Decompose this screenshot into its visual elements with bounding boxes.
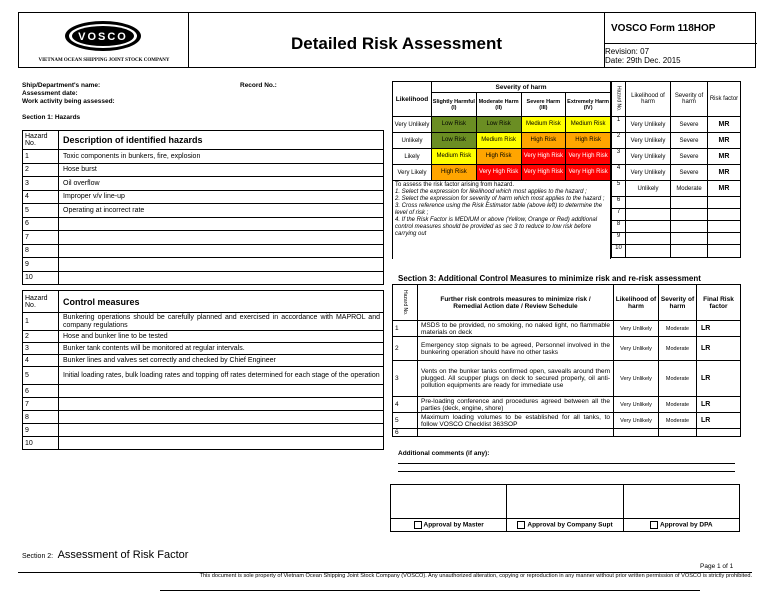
assessment-date-label: Assessment date: bbox=[22, 90, 78, 97]
ship-name-label: Ship/Department's name: bbox=[22, 82, 101, 89]
hazards-table bbox=[22, 130, 384, 285]
s3-likelihood[interactable]: Very Unlikely bbox=[614, 337, 659, 361]
controls-table bbox=[22, 290, 384, 450]
risk-cell: Low Risk bbox=[432, 133, 477, 149]
logo-area bbox=[19, 13, 189, 67]
s3-no: 2 bbox=[393, 337, 418, 361]
table-row bbox=[23, 398, 384, 411]
assess-risk[interactable]: MR bbox=[708, 133, 741, 149]
approval-table bbox=[390, 484, 740, 532]
assess-risk[interactable]: MR bbox=[708, 117, 741, 133]
section3-table bbox=[392, 284, 741, 437]
risk-matrix bbox=[392, 81, 611, 259]
table-row bbox=[612, 149, 741, 165]
assess-likelihood[interactable] bbox=[626, 221, 671, 233]
revision-date: Date: 29th Dec. 2015 bbox=[605, 56, 681, 65]
s3-measures-header: Further risk controls measures to minimize risk / Remedial Action date / Review Schedule bbox=[418, 285, 614, 321]
comment-line-2[interactable] bbox=[398, 471, 735, 472]
s3-severity-header: Severity of harm bbox=[659, 285, 697, 321]
assess-severity-header: Severity of harm bbox=[671, 82, 708, 117]
hazard-no: 1 bbox=[23, 150, 59, 164]
hazard-desc[interactable] bbox=[59, 244, 384, 258]
section2-title: Assessment of Risk Factor bbox=[57, 549, 189, 561]
s3-severity[interactable]: Moderate bbox=[659, 397, 697, 413]
assess-severity[interactable] bbox=[671, 221, 708, 233]
assess-severity[interactable] bbox=[671, 245, 708, 258]
severity-name: Moderate Harm bbox=[478, 98, 519, 105]
risk-cell: High Risk bbox=[566, 133, 611, 149]
assess-risk[interactable]: MR bbox=[708, 181, 741, 197]
assess-risk[interactable] bbox=[708, 197, 741, 209]
risk-cell: Medium Risk bbox=[432, 149, 477, 165]
control-no: 8 bbox=[23, 411, 59, 424]
hazard-desc[interactable] bbox=[59, 258, 384, 272]
likelihood-header: Likelihood bbox=[393, 82, 432, 117]
control-no: 7 bbox=[23, 398, 59, 411]
control-desc[interactable] bbox=[59, 398, 384, 411]
table-row bbox=[612, 181, 741, 197]
approval-label: Approval by DPA bbox=[660, 521, 713, 529]
severity-name: Slightly Harmful bbox=[432, 98, 475, 105]
s3-no: 5 bbox=[393, 413, 418, 429]
hazard-desc[interactable]: Hose burst bbox=[59, 163, 384, 177]
table-row bbox=[23, 313, 384, 331]
severity-name: Severe Harm bbox=[526, 98, 561, 105]
hazard-desc[interactable]: Oil overflow bbox=[59, 177, 384, 191]
assess-risk[interactable] bbox=[708, 233, 741, 245]
control-no: 1 bbox=[23, 313, 59, 331]
approval-cell bbox=[391, 519, 507, 532]
control-desc[interactable] bbox=[59, 424, 384, 437]
table-row bbox=[612, 209, 741, 221]
assess-likelihood[interactable] bbox=[626, 197, 671, 209]
assess-no: 6 bbox=[612, 197, 626, 209]
severity-name: Extremely Harm bbox=[567, 98, 610, 105]
hazard-desc[interactable]: Improper v/v line-up bbox=[59, 190, 384, 204]
s3-likelihood[interactable]: Very Unlikely bbox=[614, 397, 659, 413]
control-desc[interactable]: Bunker lines and valves set correctly and checked by Chief Engineer bbox=[59, 355, 384, 367]
assess-no: 2 bbox=[612, 133, 626, 149]
control-no: 3 bbox=[23, 343, 59, 355]
severity-col-header bbox=[521, 93, 566, 117]
table-row bbox=[612, 133, 741, 149]
s3-likelihood[interactable]: Very Unlikely bbox=[614, 321, 659, 337]
assess-risk[interactable] bbox=[708, 245, 741, 258]
assess-no: 8 bbox=[612, 221, 626, 233]
section3-title: Section 3: Additional Control Measures to minimize risk and re-risk assessment bbox=[398, 274, 701, 283]
severity-col-header bbox=[432, 93, 477, 117]
s3-risk[interactable]: LR bbox=[697, 413, 741, 429]
risk-cell: Medium Risk bbox=[476, 133, 521, 149]
instruction-line: To assess the risk factor arising from hazard. bbox=[395, 182, 515, 188]
table-row bbox=[393, 429, 741, 437]
hazard-desc[interactable] bbox=[59, 217, 384, 231]
matrix-row bbox=[393, 117, 611, 133]
assess-no: 5 bbox=[612, 181, 626, 197]
hazard-no: 8 bbox=[23, 244, 59, 258]
table-row bbox=[23, 385, 384, 398]
table-row bbox=[23, 231, 384, 245]
table-row bbox=[393, 337, 741, 361]
table-row bbox=[612, 117, 741, 133]
instruction-line: 1. Select the expression for likelihood which most applies to the hazard ; bbox=[395, 189, 587, 195]
s3-likelihood-header: Likelihood of harm bbox=[614, 285, 659, 321]
hazard-desc[interactable]: Toxic components in bunkers, fire, explosion bbox=[59, 150, 384, 164]
s3-no: 6 bbox=[393, 429, 418, 437]
severity-roman: (II) bbox=[495, 104, 502, 111]
assess-severity[interactable] bbox=[671, 233, 708, 245]
risk-cell: High Risk bbox=[521, 133, 566, 149]
hazard-no: 2 bbox=[23, 163, 59, 177]
form-header bbox=[18, 12, 756, 68]
risk-cell: Very High Risk bbox=[521, 165, 566, 181]
copyright-notice: This document is sole property of Vietnam Ocean Shipping Joint Stock Company (VOSCO). Any unauthorized alteration, copying or reproduction in any manner without prior written permission of VOSCO is strictly prohibited. bbox=[199, 573, 752, 579]
assess-no: 3 bbox=[612, 149, 626, 165]
master-signature-box[interactable] bbox=[391, 485, 507, 519]
s3-risk[interactable]: LR bbox=[697, 361, 741, 397]
table-row bbox=[23, 217, 384, 231]
s3-no: 3 bbox=[393, 361, 418, 397]
risk-cell: Low Risk bbox=[476, 117, 521, 133]
s3-risk[interactable]: LR bbox=[697, 397, 741, 413]
control-desc[interactable]: Hose and bunker line to be tested bbox=[59, 331, 384, 343]
table-row bbox=[23, 271, 384, 285]
table-row bbox=[23, 343, 384, 355]
s3-measure[interactable]: Maximum loading volumes to be established for all tanks, to follow VOSCO Checklist 363SOP bbox=[418, 413, 614, 429]
control-desc[interactable] bbox=[59, 437, 384, 450]
risk-cell: Very High Risk bbox=[566, 149, 611, 165]
table-row bbox=[393, 361, 741, 397]
assess-likelihood[interactable]: Very Unlikely bbox=[626, 133, 671, 149]
supt-signature-box[interactable] bbox=[507, 485, 623, 519]
control-no: 6 bbox=[23, 385, 59, 398]
table-row bbox=[23, 150, 384, 164]
control-desc-header: Control measures bbox=[59, 291, 384, 313]
table-row bbox=[23, 424, 384, 437]
section2-heading bbox=[22, 545, 188, 563]
assess-risk[interactable] bbox=[708, 221, 741, 233]
approval-checkbox[interactable] bbox=[650, 521, 658, 529]
approval-cell bbox=[507, 519, 623, 532]
hazard-no: 9 bbox=[23, 258, 59, 272]
assess-severity[interactable]: Severe bbox=[671, 133, 708, 149]
severity-roman: (IV) bbox=[583, 104, 593, 111]
control-no: 5 bbox=[23, 367, 59, 385]
severity-header: Severity of harm bbox=[432, 82, 611, 93]
s3-measure[interactable] bbox=[418, 429, 614, 437]
company-name: VIETNAM OCEAN SHIPPING JOINT STOCK COMPANY bbox=[38, 58, 170, 63]
section1-title: Section 1: Hazards bbox=[22, 114, 81, 121]
page-number: Page 1 of 1 bbox=[700, 563, 734, 570]
s3-measure[interactable]: Emergency stop signals to be agreed, Personnel involved in the bunkering operation should have no other tasks bbox=[418, 337, 614, 361]
assessment-table bbox=[611, 81, 741, 258]
risk-cell: High Risk bbox=[432, 165, 477, 181]
assess-no: 9 bbox=[612, 233, 626, 245]
title-area bbox=[189, 13, 605, 67]
risk-cell: Medium Risk bbox=[566, 117, 611, 133]
assess-risk[interactable]: MR bbox=[708, 165, 741, 181]
table-row bbox=[612, 165, 741, 181]
s3-severity[interactable]: Moderate bbox=[659, 361, 697, 397]
risk-cell: Very High Risk bbox=[476, 165, 521, 181]
control-desc[interactable] bbox=[59, 385, 384, 398]
s3-risk[interactable] bbox=[697, 429, 741, 437]
assess-likelihood[interactable]: Very Unlikely bbox=[626, 149, 671, 165]
risk-cell: Low Risk bbox=[432, 117, 477, 133]
likelihood-label: Very Likely bbox=[393, 165, 432, 181]
s3-risk[interactable]: LR bbox=[697, 337, 741, 361]
assess-severity[interactable]: Severe bbox=[671, 149, 708, 165]
vosco-logo bbox=[63, 19, 143, 53]
assess-no: 7 bbox=[612, 209, 626, 221]
hazard-no: 5 bbox=[23, 204, 59, 218]
section2-prefix: Section 2: bbox=[22, 553, 54, 560]
assess-no-header: Hazard No. bbox=[612, 82, 626, 117]
form-info bbox=[605, 13, 757, 67]
approval-checkbox[interactable] bbox=[414, 521, 422, 529]
comments-label: Additional comments (if any): bbox=[398, 450, 490, 457]
s3-risk[interactable]: LR bbox=[697, 321, 741, 337]
likelihood-label: Unlikely bbox=[393, 133, 432, 149]
assess-likelihood-header: Likelihood of harm bbox=[626, 82, 671, 117]
assess-likelihood[interactable] bbox=[626, 233, 671, 245]
matrix-row bbox=[393, 149, 611, 165]
revision: Revision: 07 bbox=[605, 47, 650, 56]
hazard-no: 4 bbox=[23, 190, 59, 204]
s3-likelihood[interactable]: Very Unlikely bbox=[614, 361, 659, 397]
svg-text:VOSCO: VOSCO bbox=[78, 31, 128, 43]
matrix-instructions bbox=[393, 181, 611, 259]
table-row bbox=[23, 163, 384, 177]
assess-likelihood[interactable] bbox=[626, 245, 671, 258]
assess-risk[interactable] bbox=[708, 209, 741, 221]
approval-cell bbox=[623, 519, 739, 532]
assess-severity[interactable] bbox=[671, 197, 708, 209]
control-no-header: Hazard No. bbox=[23, 291, 59, 313]
severity-roman: (III) bbox=[539, 104, 548, 111]
control-desc[interactable] bbox=[59, 411, 384, 424]
table-row bbox=[23, 244, 384, 258]
s3-severity[interactable] bbox=[659, 429, 697, 437]
s3-measure[interactable]: MSDS to be provided, no smoking, no naked light, no flammable materials on deck bbox=[418, 321, 614, 337]
assess-no: 4 bbox=[612, 165, 626, 181]
assess-severity[interactable]: Severe bbox=[671, 165, 708, 181]
s3-likelihood[interactable]: Very Unlikely bbox=[614, 413, 659, 429]
table-row bbox=[23, 177, 384, 191]
table-row bbox=[612, 245, 741, 258]
instruction-line: 3. Cross reference using the Risk Estimator table (above left) to determine the level of risk ; bbox=[395, 203, 603, 216]
control-no: 4 bbox=[23, 355, 59, 367]
matrix-row bbox=[393, 165, 611, 181]
s3-severity[interactable]: Moderate bbox=[659, 321, 697, 337]
s3-likelihood[interactable] bbox=[614, 429, 659, 437]
control-desc[interactable]: Bunkering operations should be carefully planned and exercised in accordance with MAPROL and company regulations bbox=[59, 313, 384, 331]
severity-col-header bbox=[566, 93, 611, 117]
table-row bbox=[23, 190, 384, 204]
table-row bbox=[393, 397, 741, 413]
approval-checkbox[interactable] bbox=[517, 521, 525, 529]
control-desc[interactable]: Initial loading rates, bulk loading rates and topping off rates determined for each stage of the operation bbox=[59, 367, 384, 385]
approval-label: Approval by Company Supt bbox=[527, 521, 613, 529]
control-no: 10 bbox=[23, 437, 59, 450]
risk-cell: High Risk bbox=[476, 149, 521, 165]
assess-severity[interactable]: Severe bbox=[671, 117, 708, 133]
table-row bbox=[612, 221, 741, 233]
hazard-no: 3 bbox=[23, 177, 59, 191]
assess-likelihood[interactable] bbox=[626, 209, 671, 221]
control-desc[interactable]: Bunker tank contents will be monitored at regular intervals. bbox=[59, 343, 384, 355]
hazard-no-header: Hazard No. bbox=[23, 131, 59, 150]
assess-likelihood[interactable]: Unlikely bbox=[626, 181, 671, 197]
likelihood-label: Likely bbox=[393, 149, 432, 165]
approval-label: Approval by Master bbox=[423, 521, 484, 529]
table-row bbox=[393, 321, 741, 337]
severity-col-header bbox=[476, 93, 521, 117]
assess-severity[interactable]: Moderate bbox=[671, 181, 708, 197]
assess-likelihood[interactable]: Very Unlikely bbox=[626, 117, 671, 133]
assess-no: 10 bbox=[612, 245, 626, 258]
table-row bbox=[23, 204, 384, 218]
table-row bbox=[23, 355, 384, 367]
assess-likelihood[interactable]: Very Unlikely bbox=[626, 165, 671, 181]
control-no: 9 bbox=[23, 424, 59, 437]
risk-cell: Very High Risk bbox=[566, 165, 611, 181]
table-row bbox=[23, 411, 384, 424]
hazard-desc[interactable] bbox=[59, 271, 384, 285]
table-row bbox=[23, 437, 384, 450]
s3-final-header: Final Risk factor bbox=[697, 285, 741, 321]
severity-roman: (I) bbox=[451, 104, 457, 111]
table-row bbox=[23, 258, 384, 272]
control-no: 2 bbox=[23, 331, 59, 343]
dpa-signature-box[interactable] bbox=[623, 485, 739, 519]
hazard-no: 10 bbox=[23, 271, 59, 285]
hazard-no: 6 bbox=[23, 217, 59, 231]
table-row bbox=[393, 413, 741, 429]
instruction-line: 4. If the Risk Factor is MEDIUM or above (Yellow, Orange or Red) additional control measures should be provided as sec 3 to reduce to low risk before carrying out bbox=[395, 217, 598, 237]
comment-line-1[interactable] bbox=[398, 463, 735, 464]
hazard-no: 7 bbox=[23, 231, 59, 245]
risk-cell: Very High Risk bbox=[521, 149, 566, 165]
assess-risk[interactable]: MR bbox=[708, 149, 741, 165]
matrix-row bbox=[393, 133, 611, 149]
hazard-desc-header: Description of identified hazards bbox=[59, 131, 384, 150]
s3-severity[interactable]: Moderate bbox=[659, 413, 697, 429]
likelihood-label: Very Unlikely bbox=[393, 117, 432, 133]
page-title: Detailed Risk Assessment bbox=[290, 34, 503, 53]
s3-no: 4 bbox=[393, 397, 418, 413]
hazard-desc[interactable]: Operating at incorrect rate bbox=[59, 204, 384, 218]
risk-cell: Medium Risk bbox=[521, 117, 566, 133]
table-row bbox=[612, 197, 741, 209]
s3-no: 1 bbox=[393, 321, 418, 337]
assess-no: 1 bbox=[612, 117, 626, 133]
footer-bottom-rule bbox=[160, 590, 700, 591]
instruction-line: 2. Select the expression for severity of harm which most applies to the hazard ; bbox=[395, 196, 605, 202]
form-number: VOSCO Form 118HOP bbox=[605, 13, 757, 44]
s3-severity[interactable]: Moderate bbox=[659, 337, 697, 361]
s3-measure[interactable]: Pre-loading conference and procedures agreed between all the parties (deck, engine, shore) bbox=[418, 397, 614, 413]
assess-severity[interactable] bbox=[671, 209, 708, 221]
table-row bbox=[23, 367, 384, 385]
table-row bbox=[23, 331, 384, 343]
table-row bbox=[612, 233, 741, 245]
record-no-label: Record No.: bbox=[240, 82, 277, 89]
hazard-desc[interactable] bbox=[59, 231, 384, 245]
assess-risk-header: Risk factor bbox=[708, 82, 741, 117]
s3-no-header: Hazard No. bbox=[393, 285, 418, 321]
s3-measure[interactable]: Vents on the bunker tanks confirmed open, savealls around them plugged. All scupper plugs on deck to secured properly, oil anti-pollution equipments are ready for immediate use bbox=[418, 361, 614, 397]
work-activity-label: Work activity being assessed: bbox=[22, 98, 115, 105]
